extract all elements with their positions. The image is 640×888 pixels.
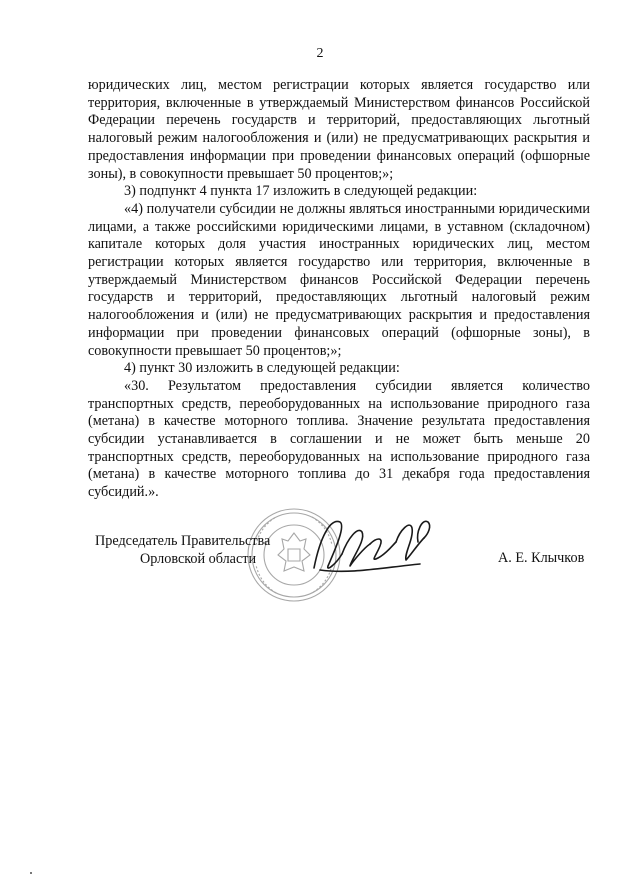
signature-block [0,530,640,620]
paragraph-continuation: юридических лиц, местом регистрации которых является государство или территория, включенные в утверждаемый Министерством финансов Российской Федерации перечень государств и территорий, предоставляющих льготный налоговый режим налогообложения и (или) не предусматривающих раскрытия и предоставления информации при проведении финансовых операций (офшорные зоны), в совокупности превышает 50 процентов;»; [88,77,590,182]
document-body [88,77,590,502]
page-number: 2 [316,46,324,61]
signatory-title-line2: Орловской области [140,551,257,567]
paragraph-quote-30: «30. Результатом предоставления субсидии является количество транспортных средств, переоборудованных на использование природного газа (метана) в качестве моторного топлива. Значение результата предоставления субсидии устанавливается в соглашении и не может быть меньше 20 транспортных средств, переоборудованных на использование природного газа (метана) в качестве моторного топлива до 31 декабря года предоставления субсидий.». [88,377,590,501]
paragraph-item-3: 3) подпункт 4 пункта 17 изложить в следующей редакции: [124,183,478,200]
scan-artifact [30,872,32,874]
signatory-name: А. Е. Клычков [498,550,585,566]
paragraph-quote-4: «4) получатели субсидии не должны являться иностранными юридическими лицами, а также российскими юридическими лицами, в уставном (складочном) капитале которых доля участия иностранных юридических лиц, местом регистрации которых является государство или территория, включенные в утверждаемый Министерством финансов Российской Федерации перечень государств и территорий, предоставляющих льготный налоговый режим налогообложения и (или) не предусматривающих раскрытия и предоставления информации при проведении финансовых операций (офшорные зоны), в совокупности превышает 50 процентов;»; [88,200,590,359]
signatory-title-line1: Председатель Правительства [95,533,271,549]
paragraph-item-4: 4) пункт 30 изложить в следующей редакции: [124,360,400,377]
